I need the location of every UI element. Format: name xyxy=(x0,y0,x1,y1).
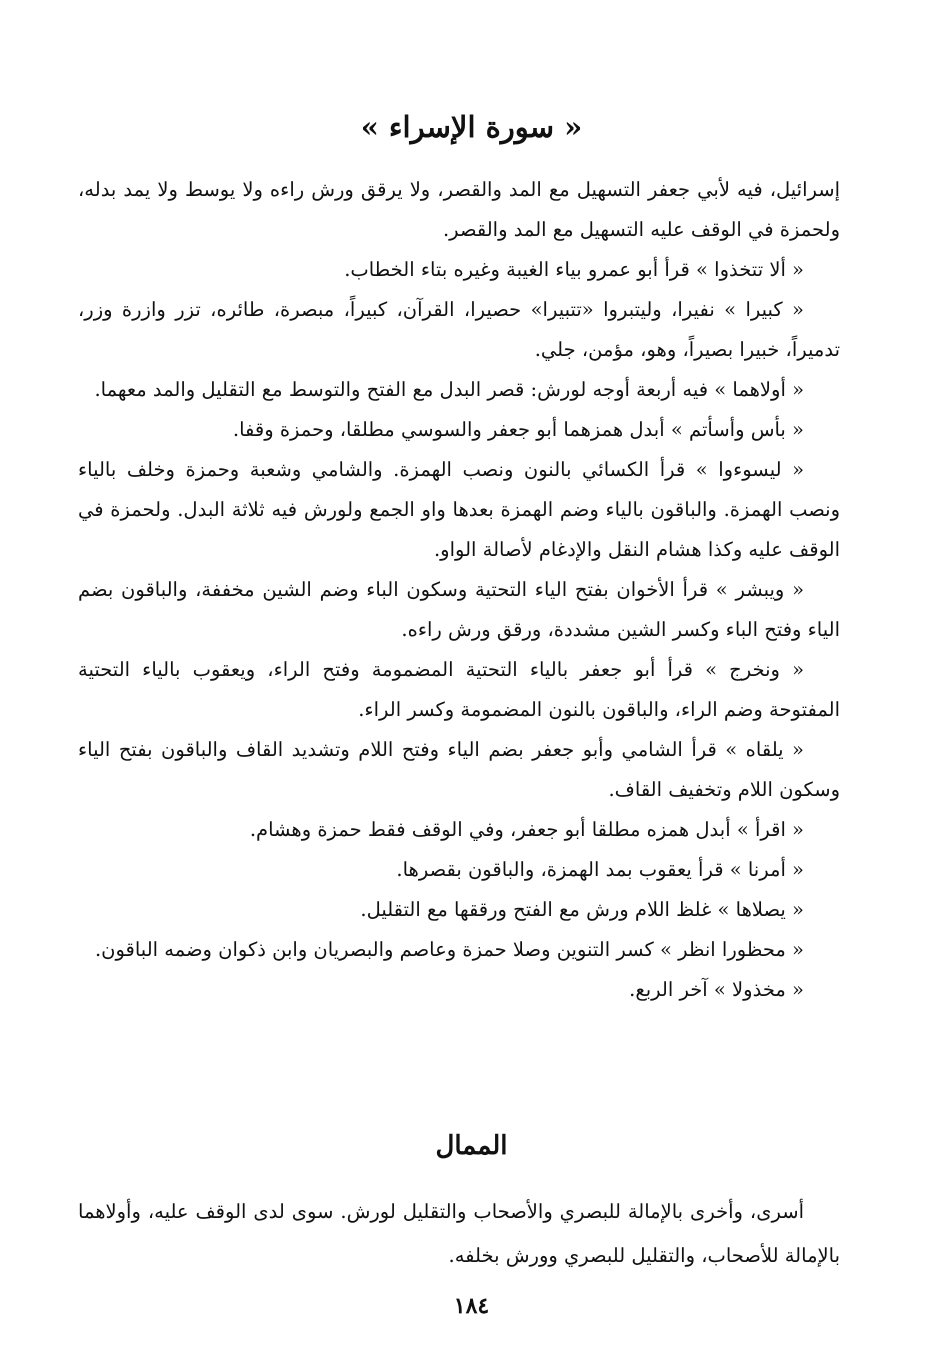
section-text xyxy=(78,1190,840,1278)
paragraph-mahzuran: « محظورا انظر » كسر التنوين وصلا حمزة وعاصم والبصريان وابن ذكوان وضمه الباقون. xyxy=(94,938,804,961)
paragraph-yalqahu: « يلقاه » قرأ الشامي وأبو جعفر بضم الياء وفتح اللام وتشديد القاف والباقون بفتح الياء وسكون اللام وتخفيف القاف. xyxy=(78,738,840,801)
section-title: الممال xyxy=(435,1131,508,1161)
body-text xyxy=(78,170,840,1010)
paragraph-yubashshiru: « ويبشر » قرأ الأخوان بفتح الياء التحتية وسكون الباء وضم الشين مخففة، والباقون بضم الياء وفتح الباء وكسر الشين مشددة، ورقق ورش راءه. xyxy=(78,578,840,641)
paragraph-nukhriju: « ونخرج » قرأ أبو جعفر بالياء التحتية المضمومة وفتح الراء، ويعقوب بالياء التحتية المفتوحة وضم الراء، والباقون بالنون المضمومة وكسر الراء. xyxy=(78,658,840,721)
surah-title: « سورة الإسراء » xyxy=(360,110,583,144)
paragraph-israil: إسرائيل، فيه لأبي جعفر التسهيل مع المد والقصر، ولا يرقق ورش راءه ولا يوسط ولا يمد بدله، ولحمزة في الوقف عليه التسهيل مع المد والقصر. xyxy=(78,178,840,241)
paragraph-ulahuma: « أولاهما » فيه أربعة أوجه لورش: قصر البدل مع الفتح والتوسط مع التقليل والمد معهما. xyxy=(94,378,804,401)
paragraph-makhdhulan: « مخذولا » آخر الربع. xyxy=(629,978,804,1001)
paragraph-kabiran: « كبيرا » نفيرا، وليتبروا «تتبيرا» حصيرا، القرآن، كبيراً، مبصرة، طائره، تزر وازرة وزر، تدميراً، خبيرا بصيراً، وهو، مؤمن، جلي. xyxy=(78,298,840,361)
paragraph-iqra: « اقرأ » أبدل همزه مطلقا أبو جعفر، وفي الوقف فقط حمزة وهشام. xyxy=(249,818,804,841)
paragraph-alla-tattakhidhu: « ألا تتخذوا » قرأ أبو عمرو بياء الغيبة وغيره بتاء الخطاب. xyxy=(344,258,804,281)
paragraph-bas-wa-asatum: « بأس وأسأتم » أبدل همزهما أبو جعفر والسوسي مطلقا، وحمزة وقفا. xyxy=(232,418,804,441)
paragraph-yaslaha: « يصلاها » غلظ اللام ورش مع الفتح ورققها مع التقليل. xyxy=(360,898,804,921)
page-number: ١٨٤ xyxy=(453,1293,490,1319)
paragraph-liyasuu: « ليسوءوا » قرأ الكسائي بالنون ونصب الهمزة. والشامي وشعبة وحمزة وخلف بالياء ونصب الهمزة. والباقون بالياء وضم الهمزة بعدها واو الجمع ولورش فيه ثلاثة البدل. ولحمزة في الوقف عليه وكذا هشام النقل والإدغام لأصالة الواو. xyxy=(78,458,840,561)
paragraph-amarna: « أمرنا » قرأ يعقوب بمد الهمزة، والباقون بقصرها. xyxy=(396,858,804,881)
paragraph-mumal: أسرى، وأخرى بالإمالة للبصري والأصحاب والتقليل لورش. سوى لدى الوقف عليه، وأولاهما بالإمالة للأصحاب، والتقليل للبصري وورش بخلفه. xyxy=(78,1200,840,1267)
